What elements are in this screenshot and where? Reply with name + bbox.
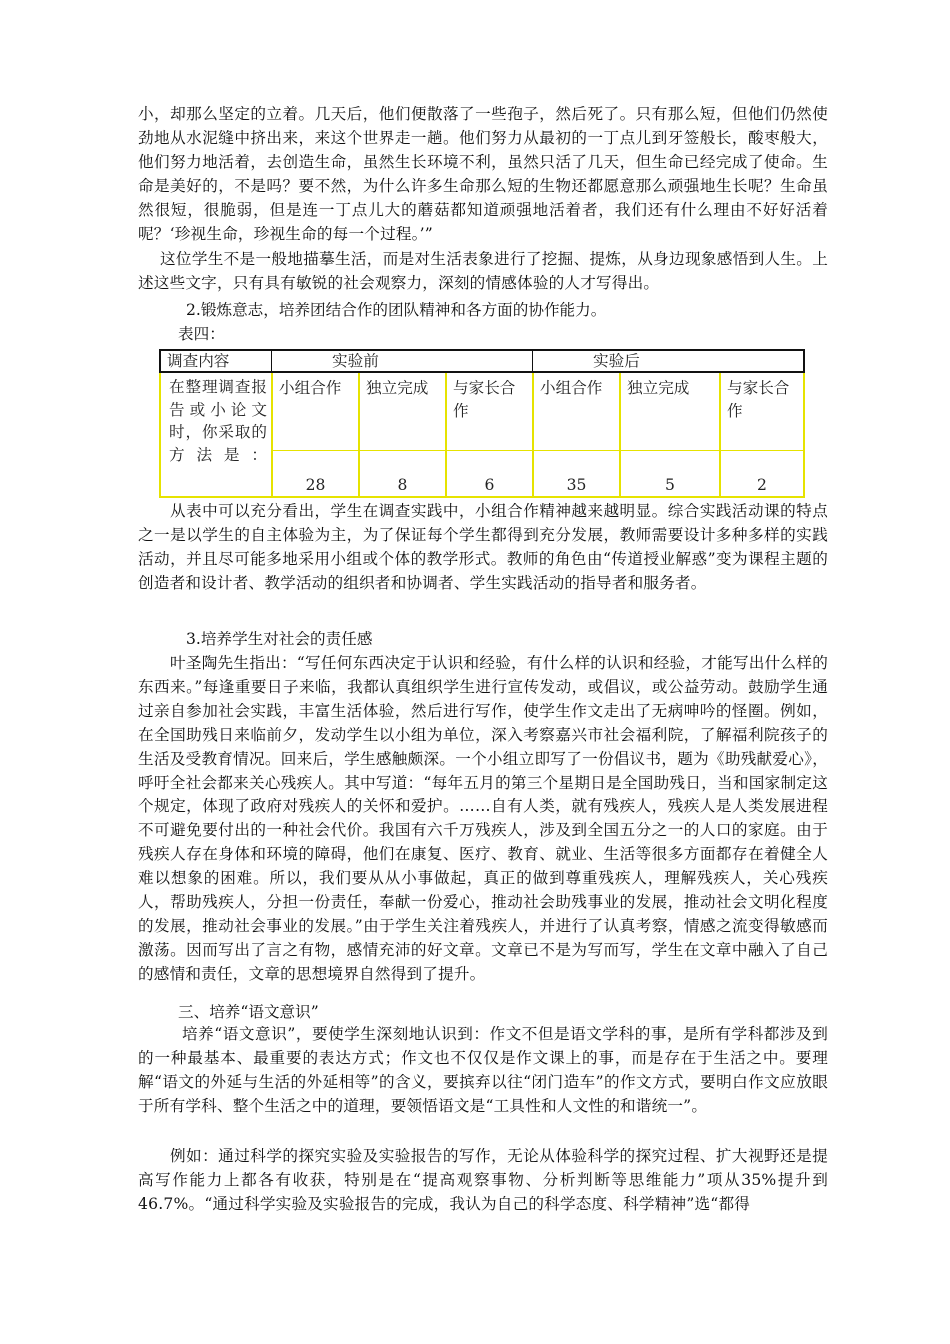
heading-section-3: 三、培养“语文意识” — [178, 1003, 319, 1021]
value-independent-after: 5 — [665, 476, 675, 494]
value-parents-before: 6 — [484, 476, 495, 494]
paragraph-table-analysis: 从表中可以充分看出，学生在调查实践中，小组合作精神越来越明显。综合实践活动课的特点之一是以学生的自主体验为主，为了保证每个学生都得到充分发展，教师需要设计多种多样的实践活动，并且尽可能多地采用小组或个体的教学形式。教师的角色由“传道授业解惑”变为课程主题的创造者和设计者、教学活动的组织者和协调者、学生实践活动的指导者和服务者。 — [138, 502, 828, 592]
heading-point-2: 2.锻炼意志，培养团结合作的团队精神和各方面的协作能力。 — [186, 301, 607, 319]
table-caption: 表四： — [178, 325, 225, 343]
paragraph-language-awareness: 培养“语文意识”，要使学生深刻地认识到：作文不但是语文学科的事，是所有学科都涉及到的一种最基本、最重要的表达方式；作文也不仅仅是作文课上的事，而是存在于生活之中。要理解“语文的外延与生活的外延相等”的含义，要摈弃以往“闭门造车”的作文方式，要明白作文应放眼于所有学科、整个生活之中的道理，要领悟语文是“工具性和人文性的和谐统一”。 — [138, 1025, 828, 1115]
value-group-after: 35 — [566, 476, 587, 494]
header-survey-content: 调查内容 — [167, 352, 230, 370]
heading-point-3: 3.培养学生对社会的责任感 — [186, 630, 373, 648]
value-parents-after: 2 — [757, 476, 767, 494]
header-before-experiment: 实验前 — [332, 352, 379, 370]
paragraph-social-responsibility: 叶圣陶先生指出：“写任何东西决定于认识和经验，有什么样的认识和经验，才能写出什么样的东西来。”每逢重要日子来临，我都认真组织学生进行宣传发动，或倡议，或公益劳动。鼓励学生通过亲自参加社会实践，丰富生活体验，然后进行写作，使学生作文走出了无病呻吟的怪圈。例如，在全国助残日来临前夕，发动学生以小组为单位，深入考察嘉兴市社会福利院，了解福利院孩子的生活及受教育情况。回来后，学生感触颇深。一个小组立即写了一份倡议书，题为《助残献爱心》，呼吁全社会都来关心残疾人。其中写道：“每年五月的第三个星期日是全国助残日，当和国家制定这个规定，体现了政府对残疾人的关怀和爱护。……自有人类，就有残疾人，残疾人是人类发展进程不可避免要付出的一种社会代价。我国有六千万残疾人，涉及到全国五分之一的人口的家庭。由于残疾人存在身体和环境的障碍，他们在康复、医疗、教育、就业、生活等很多方面都存在着健全人难以想象的困难。所以，我们要从从小事做起，真正的做到尊重残疾人，理解残疾人，关心残疾人，帮助残疾人，分担一份责任，奉献一份爱心，推动社会助残事业的发展，推动社会文明化程度的发展，推动社会事业的发展。”由于学生关注着残疾人，并进行了认真考察，情感之流变得敏感而激荡。因而写出了言之有物，感情充沛的好文章。文章已不是为写而写，学生在文章中融入了自己的感情和责任，文章的思想境界自然得到了提升。 — [138, 654, 828, 983]
method-group-before: 小组合作 — [279, 379, 342, 397]
header-after-experiment: 实验后 — [593, 352, 640, 370]
method-parents-before: 与家长合作 — [453, 379, 516, 420]
paragraph-mushroom-quote: 小，却那么坚定的立着。几天后，他们便散落了一些孢子，然后死了。只有那么短，但他们仍然使劲地从水泥缝中挤出来，来这个世界走一趟。他们努力从最初的一丁点儿到牙签般长，酸枣般大，他们努力地活着，去创造生命，虽然生长环境不利，虽然只活了几天，但生命已经完成了使命。生命是美好的，不是吗？要不然，为什么许多生命那么短的生物还都愿意那么顽强地生长呢？生命虽然很短，很脆弱，但是连一丁点儿大的蘑菇都知道顽强地活着者，我们还有什么理由不好好活着呢？‘珍视生命，珍视生命的每一个过程。’” — [138, 105, 828, 243]
survey-question: 在整理调查报告或小论文时，你采取的方法是： — [169, 378, 267, 464]
method-group-after: 小组合作 — [540, 379, 603, 397]
method-parents-after: 与家长合作 — [727, 379, 790, 420]
method-independent-after: 独立完成 — [627, 379, 690, 397]
survey-table — [159, 349, 805, 498]
paragraph-science-example: 例如：通过科学的探究实验及实验报告的写作，无论从体验科学的探究过程、扩大视野还是提高写作能力上都各有收获，特别是在“提高观察事物、分析判断等思维能力”项从35%提升到46.7%。“通过科学实验及实验报告的完成，我认为自己的科学态度、科学精神”选“都得 — [138, 1147, 828, 1213]
paragraph-student-commentary: 这位学生不是一般地描摹生活，而是对生活表象进行了挖掘、提炼，从身边现象感悟到人生。上述这些文字，只有具有敏锐的社会观察力，深刻的情感体验的人才写得出。 — [138, 250, 828, 292]
value-independent-before: 8 — [397, 476, 408, 494]
value-group-before: 28 — [305, 476, 326, 494]
method-independent-before: 独立完成 — [366, 379, 429, 397]
